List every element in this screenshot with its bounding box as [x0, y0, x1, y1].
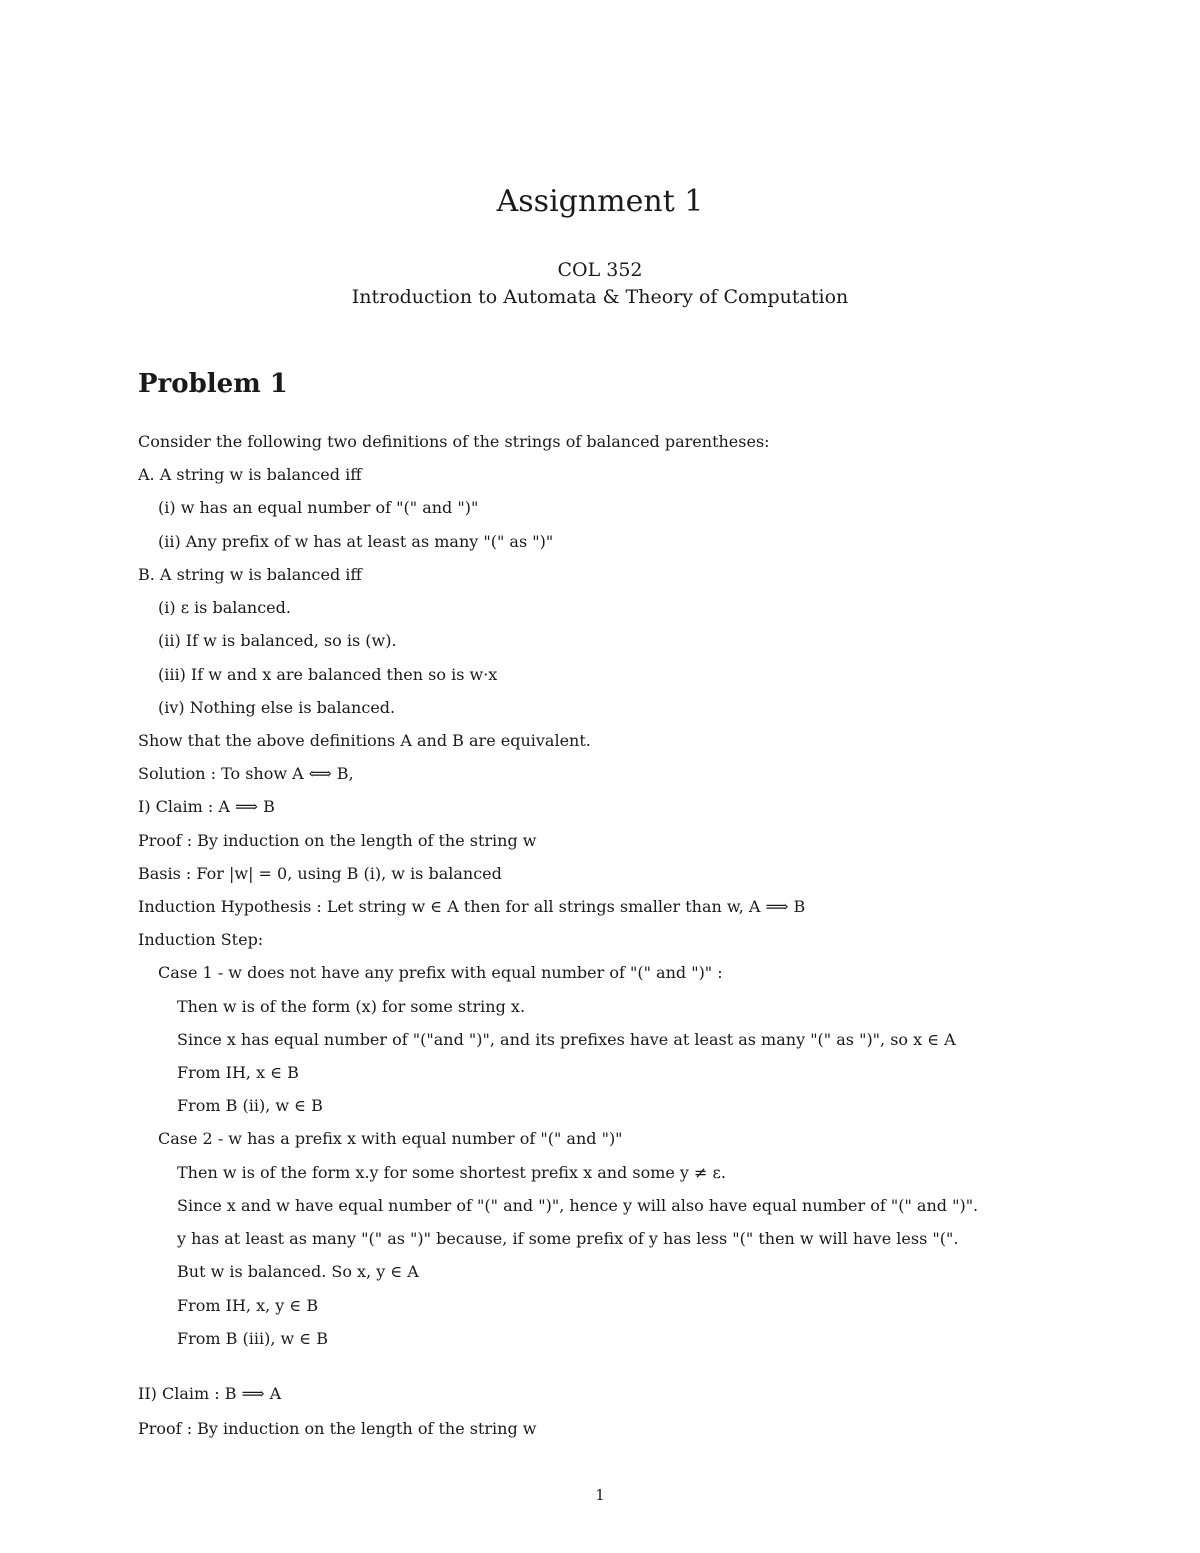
problem-line: From B (ii), w ∈ B [177, 1096, 323, 1115]
problem-line: Induction Hypothesis : Let string w ∈ A then for all strings smaller than w, A ⟹ B [138, 897, 806, 916]
page-number: 1 [595, 1486, 605, 1504]
problem-line: Induction Step: [138, 930, 264, 949]
problem-line: A. A string w is balanced iff [138, 465, 362, 484]
problem-line: From IH, x ∈ B [177, 1063, 299, 1082]
problem-line: (iii) If w and x are balanced then so is w·x [158, 665, 498, 684]
problem-line: I) Claim : A ⟹ B [138, 797, 275, 816]
problem-line: Proof : By induction on the length of the string w [138, 831, 537, 850]
problem-line: (i) w has an equal number of "(" and ")" [158, 498, 479, 517]
course-title: Introduction to Automata & Theory of Computation [351, 286, 849, 308]
problem-line: But w is balanced. So x, y ∈ A [177, 1262, 419, 1281]
problem-line: Since x and w have equal number of "(" and ")", hence y will also have equal number of "(" and ")". [177, 1196, 979, 1215]
problem-line: Since x has equal number of "("and ")", and its prefixes have at least as many "(" as ")", so x ∈ A [177, 1030, 956, 1049]
problem-line: y has at least as many "(" as ")" because, if some prefix of y has less "(" then w will have less "(". [177, 1229, 959, 1248]
problem-line: (iv) Nothing else is balanced. [158, 698, 396, 717]
problem-heading: Problem 1 [138, 369, 288, 399]
problem-line: Show that the above definitions A and B are equivalent. [138, 731, 591, 750]
problem-line: Consider the following two definitions of the strings of balanced parentheses: [138, 432, 770, 451]
page-title: Assignment 1 [496, 184, 704, 219]
problem-line: From IH, x, y ∈ B [177, 1296, 319, 1315]
solution-line: Solution : To show A ⟺ B, [138, 764, 354, 783]
problem-line: II) Claim : B ⟹ A [138, 1384, 282, 1403]
problem-line: Case 2 - w has a prefix x with equal number of "(" and ")" [158, 1129, 623, 1148]
problem-line: Then w is of the form x.y for some shortest prefix x and some y ≠ ε. [177, 1163, 726, 1182]
problem-line: (ii) If w is balanced, so is (w). [158, 631, 397, 650]
problem-line: Proof : By induction on the length of the string w [138, 1419, 537, 1438]
problem-line: Case 1 - w does not have any prefix with equal number of "(" and ")" : [158, 963, 723, 982]
problem-line: Basis : For |w| = 0, using B (i), w is balanced [138, 864, 502, 883]
problem-line: B. A string w is balanced iff [138, 565, 362, 584]
problem-line: (ii) Any prefix of w has at least as many "(" as ")" [158, 532, 554, 551]
course-code: COL 352 [557, 259, 643, 281]
problem-line: (i) ε is balanced. [158, 598, 291, 617]
problem-line: Then w is of the form (x) for some string x. [177, 997, 526, 1016]
problem-line: From B (iii), w ∈ B [177, 1329, 328, 1348]
